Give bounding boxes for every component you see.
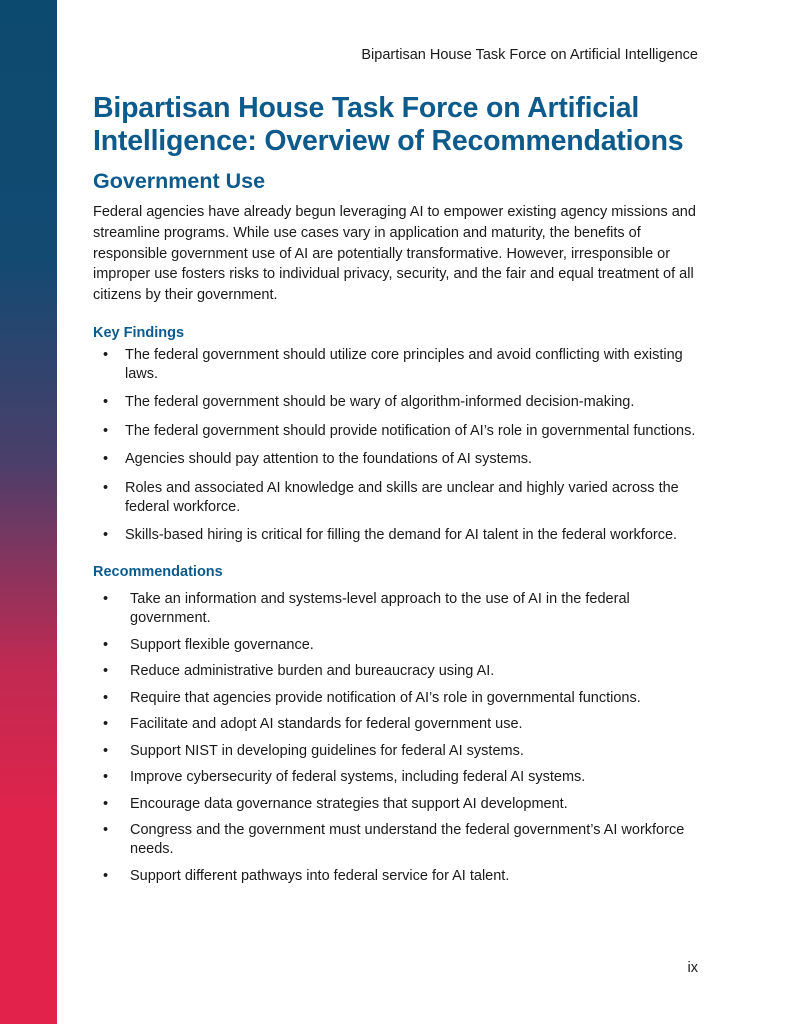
recommendation-text: Improve cybersecurity of federal systems, including federal AI systems.: [130, 769, 586, 786]
recommendation-item: [93, 821, 699, 859]
recommendation-item: [93, 715, 699, 734]
bullet-icon: •: [103, 479, 109, 496]
finding-item: [93, 393, 699, 412]
finding-item: [93, 346, 699, 384]
bullet-icon: •: [103, 636, 109, 653]
bullet-icon: •: [103, 394, 109, 411]
bullet-icon: •: [103, 822, 109, 839]
finding-text: The federal government should be wary of algorithm-informed decision-making.: [125, 394, 635, 411]
finding-text: The federal government should provide notification of AI’s role in governmental functions.: [125, 422, 696, 439]
recommendation-item: [93, 636, 699, 655]
recommendation-text: Support NIST in developing guidelines for federal AI systems.: [130, 742, 524, 759]
finding-text: Agencies should pay attention to the foundations of AI systems.: [125, 451, 533, 468]
bullet-icon: •: [103, 451, 109, 468]
finding-item: [93, 450, 699, 469]
recommendation-text: Take an information and systems-level approach to the use of AI in the federal government.: [130, 591, 630, 627]
finding-item: [93, 479, 699, 517]
recommendation-item: [93, 742, 699, 761]
recommendation-item: [93, 795, 699, 814]
recommendation-item: [93, 662, 699, 681]
section-title: Government Use: [93, 169, 266, 193]
side-color-band: [0, 0, 57, 1024]
running-header: Bipartisan House Task Force on Artificial Intelligence: [361, 47, 698, 63]
bullet-icon: •: [103, 591, 109, 608]
bullet-icon: •: [103, 527, 109, 544]
recommendation-item: [93, 867, 699, 886]
bullet-icon: •: [103, 867, 109, 884]
recommendations-list: [93, 590, 699, 886]
finding-text: Skills-based hiring is critical for filling the demand for AI talent in the federal workforce.: [125, 527, 678, 544]
bullet-icon: •: [103, 663, 109, 680]
bullet-icon: •: [103, 769, 109, 786]
intro-paragraph: Federal agencies have already begun leveraging AI to empower existing agency missions and streamline programs. While use cases vary in application and maturity, the benefits of responsible government use of AI are potentially transformative. However, irresponsible or improper use fosters risks to individual privacy, security, and the fair and equal treatment of all citizens by their government.: [93, 204, 696, 304]
recommendation-text: Support different pathways into federal service for AI talent.: [130, 867, 510, 884]
recommendation-text: Require that agencies provide notification of AI’s role in governmental functions.: [130, 689, 641, 706]
recommendation-text: Congress and the government must understand the federal government’s AI workforce needs.: [130, 822, 685, 858]
findings-list: [93, 346, 699, 546]
bullet-icon: •: [103, 742, 109, 759]
finding-text: Roles and associated AI knowledge and skills are unclear and highly varied across the federal workforce.: [125, 479, 679, 515]
findings-heading: Key Findings: [93, 324, 185, 341]
recommendation-text: Support flexible governance.: [130, 636, 314, 653]
bullet-icon: •: [103, 689, 109, 706]
bullet-icon: •: [103, 716, 109, 733]
bullet-icon: •: [103, 346, 109, 363]
recommendation-text: Facilitate and adopt AI standards for federal government use.: [130, 716, 523, 733]
finding-text: The federal government should utilize core principles and avoid conflicting with existing laws.: [125, 346, 683, 382]
recommendation-item: [93, 689, 699, 708]
recommendation-text: Encourage data governance strategies that support AI development.: [130, 795, 568, 812]
bullet-icon: •: [103, 422, 109, 439]
recommendation-item: [93, 590, 699, 628]
page-title: Bipartisan House Task Force on Artificial Intelligence: Overview of Recommendations: [93, 92, 684, 157]
recommendation-item: [93, 768, 699, 787]
recommendations-heading: Recommendations: [93, 564, 223, 581]
finding-item: [93, 526, 699, 545]
main-content: [93, 92, 699, 893]
bullet-icon: •: [103, 795, 109, 812]
page-number: ix: [687, 960, 698, 976]
finding-item: [93, 422, 699, 441]
recommendation-text: Reduce administrative burden and bureaucracy using AI.: [130, 663, 495, 680]
